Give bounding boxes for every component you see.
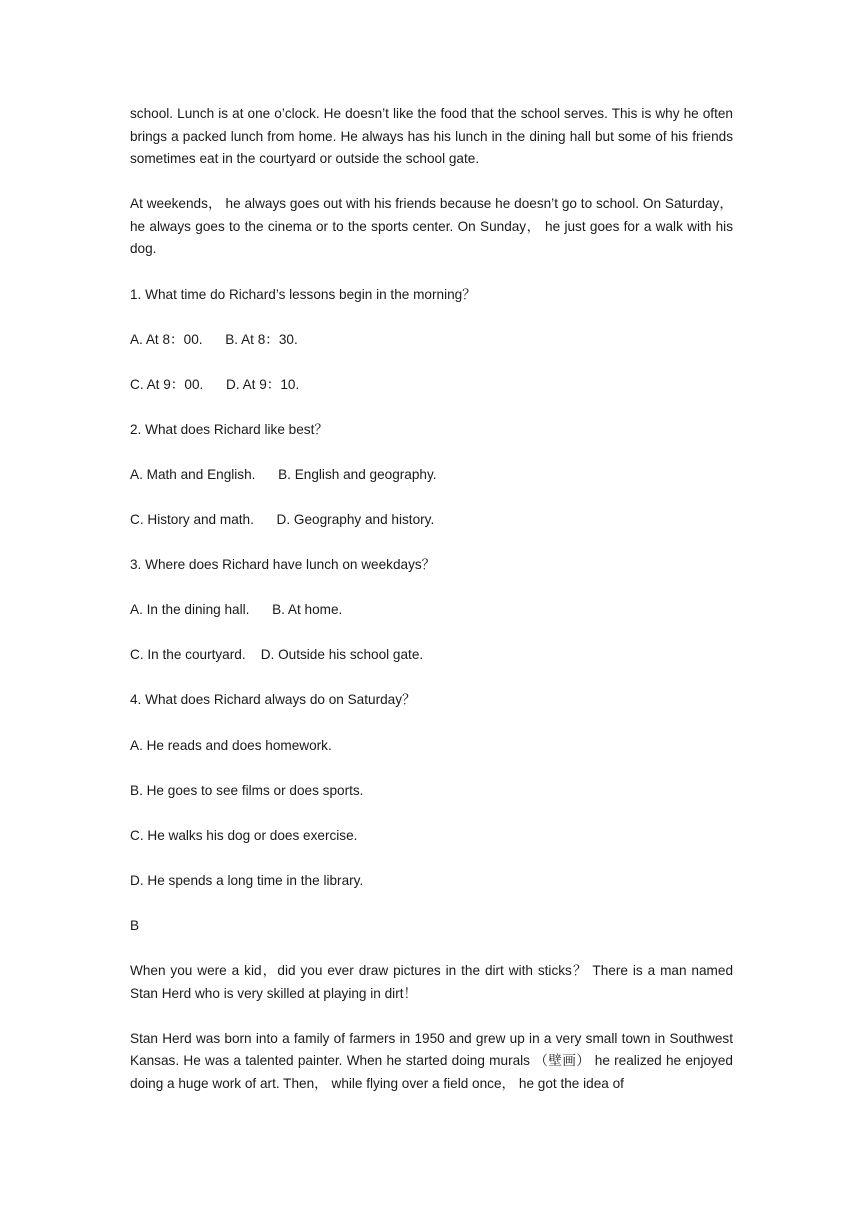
passage-b-paragraph: When you were a kid，did you ever draw pictures in the dirt with sticks？ There is a man named Stan Herd who is very skilled at playing in dirt！ [130,962,733,1001]
passage-paragraph: school. Lunch is at one o’clock. He doesn’t like the food that the school serves. This is why he often brings a packed lunch from home. He always has his lunch in the dining hall but some of his friends sometimes eat in the courtyard or outside the school gate. [130,106,733,167]
question-4-option-d: D. He spends a long time in the library. [130,872,364,888]
question-1: 1. What time do Richard’s lessons begin in the morning？ [130,286,476,302]
question-3-options-ab: A. In the dining hall. B. At home. [130,602,343,618]
question-4-option-a: A. He reads and does homework. [130,737,332,753]
question-3-options-cd: C. In the courtyard. D. Outside his school gate. [130,647,424,663]
document-page [130,103,733,1095]
question-2-options-cd: C. History and math. D. Geography and history. [130,512,435,528]
question-4: 4. What does Richard always do on Saturday？ [130,692,416,708]
question-2: 2. What does Richard like best？ [130,421,328,437]
question-1-options-ab: A. At 8：00. B. At 8：30. [130,331,298,347]
section-b-heading: B [130,917,140,933]
question-4-option-c: C. He walks his dog or does exercise. [130,827,358,843]
question-3: 3. Where does Richard have lunch on weekdays？ [130,557,436,573]
passage-paragraph: At weekends， he always goes out with his friends because he doesn’t go to school. On Saturday，he always goes to the cinema or to the sports center. On Sunday， he just goes for a walk with his dog. [130,196,733,257]
passage-b-paragraph: Stan Herd was born into a family of farmers in 1950 and grew up in a very small town in Southwest Kansas. He was a talented painter. When he started doing murals （壁画） he realized he enjoyed doing a huge work of art. Then， while flying over a field once， he got the idea of [130,1030,733,1091]
question-1-options-cd: C. At 9：00. D. At 9：10. [130,376,300,392]
question-4-option-b: B. He goes to see films or does sports. [130,782,364,798]
question-2-options-ab: A. Math and English. B. English and geography. [130,466,437,482]
